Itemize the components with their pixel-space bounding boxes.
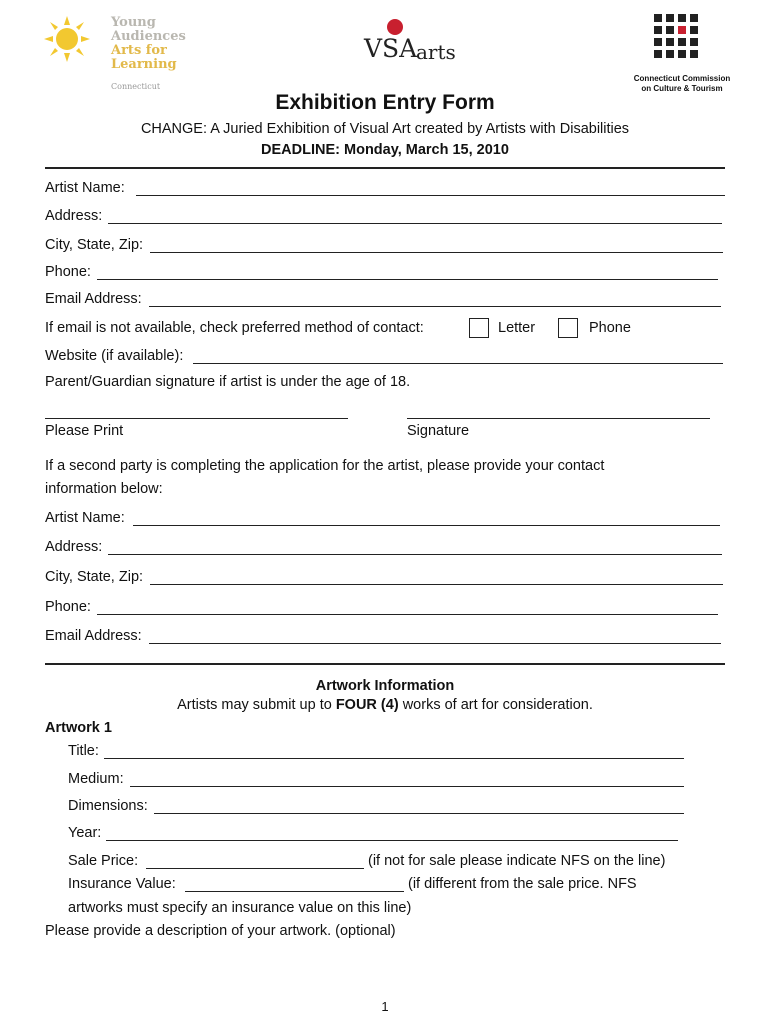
- email-label: Email Address:: [45, 291, 142, 307]
- sp-email-field[interactable]: [149, 643, 721, 644]
- yaal-logo: [44, 14, 194, 94]
- second-party-intro-2: information below:: [45, 481, 163, 497]
- artwork-intro-pre: Artists may submit up to: [177, 697, 336, 713]
- sale-note: (if not for sale please indicate NFS on the line): [368, 853, 666, 869]
- cccct-mark-icon: [654, 14, 700, 62]
- divider: [45, 167, 725, 169]
- page-title: Exhibition Entry Form: [275, 91, 495, 114]
- year-field[interactable]: [106, 840, 678, 841]
- sp-email-label: Email Address:: [45, 628, 142, 644]
- insurance-note: (if different from the sale price. NFS: [408, 876, 637, 892]
- page-subtitle: CHANGE: A Juried Exhibition of Visual Art created by Artists with Disabilities: [140, 121, 630, 137]
- yaal-line4: Learning: [111, 57, 177, 72]
- phone-field[interactable]: [97, 279, 718, 280]
- address-label: Address:: [45, 208, 103, 224]
- second-party-intro-1: If a second party is completing the application for the artist, please provide your contact: [45, 458, 605, 474]
- artwork-intro: [0, 697, 770, 713]
- cccct-line2: on Culture & Tourism: [641, 84, 723, 93]
- sp-name-label: Artist Name:: [45, 510, 125, 526]
- medium-label: Medium:: [68, 771, 124, 787]
- sp-city-field[interactable]: [150, 584, 723, 585]
- artist-name-field[interactable]: [136, 195, 725, 196]
- yaal-line1: Young: [111, 15, 156, 30]
- dimensions-label: Dimensions:: [68, 798, 148, 814]
- title-label: Title:: [68, 743, 99, 759]
- website-field[interactable]: [193, 363, 723, 364]
- description-label: Please provide a description of your artwork. (optional): [45, 923, 396, 939]
- address-field[interactable]: [108, 223, 722, 224]
- vsa-word: arts: [416, 40, 456, 64]
- cccct-logo: [632, 14, 732, 96]
- print-label: Please Print: [45, 423, 124, 439]
- medium-field[interactable]: [130, 786, 684, 787]
- sp-phone-field[interactable]: [97, 614, 718, 615]
- sp-phone-label: Phone:: [45, 599, 91, 615]
- city-label: City, State, Zip:: [45, 237, 144, 253]
- yaal-line2: Audiences: [111, 29, 186, 44]
- sale-price-label: Sale Price:: [68, 853, 139, 869]
- sale-price-field[interactable]: [146, 868, 364, 869]
- title-field[interactable]: [104, 758, 684, 759]
- city-field[interactable]: [150, 252, 723, 253]
- sp-address-field[interactable]: [108, 554, 722, 555]
- phone-checkbox[interactable]: [558, 318, 578, 338]
- divider: [45, 663, 725, 665]
- sp-name-field[interactable]: [133, 525, 720, 526]
- contact-pref-label: If email is not available, check preferred method of contact:: [45, 320, 424, 336]
- artist-name-label: Artist Name:: [45, 180, 125, 196]
- insurance-field[interactable]: [185, 891, 404, 892]
- artwork-intro-post: works of art for consideration.: [398, 697, 593, 713]
- artwork-section-title: Artwork Information: [315, 678, 455, 694]
- letter-label: Letter: [498, 320, 536, 336]
- print-name-field[interactable]: [45, 418, 348, 419]
- yaal-line3: Arts for: [111, 43, 167, 58]
- insurance-note-2: artworks must specify an insurance value on this line): [68, 900, 412, 916]
- vsa-mark: VSA: [364, 34, 418, 63]
- artwork-item-title: Artwork 1: [45, 720, 112, 736]
- signature-field[interactable]: [407, 418, 710, 419]
- phone-option-label: Phone: [589, 320, 631, 336]
- sp-city-label: City, State, Zip:: [45, 569, 144, 585]
- deadline: DEADLINE: Monday, March 15, 2010: [261, 142, 509, 158]
- insurance-label: Insurance Value:: [68, 876, 176, 892]
- year-label: Year:: [68, 825, 102, 841]
- guardian-label: Parent/Guardian signature if artist is under the age of 18.: [45, 374, 411, 390]
- yaal-sub: Connecticut: [111, 82, 161, 91]
- vsa-arts-logo: [364, 18, 454, 68]
- sp-address-label: Address:: [45, 539, 103, 555]
- email-field[interactable]: [149, 306, 721, 307]
- page-number: 1: [381, 999, 389, 1014]
- phone-label: Phone:: [45, 264, 91, 280]
- signature-label: Signature: [407, 423, 470, 439]
- sun-icon: [44, 16, 90, 62]
- letter-checkbox[interactable]: [469, 318, 489, 338]
- artwork-intro-bold: FOUR (4): [335, 697, 399, 713]
- dimensions-field[interactable]: [154, 813, 684, 814]
- website-label: Website (if available):: [45, 348, 184, 364]
- cccct-line1: Connecticut Commission: [633, 74, 731, 83]
